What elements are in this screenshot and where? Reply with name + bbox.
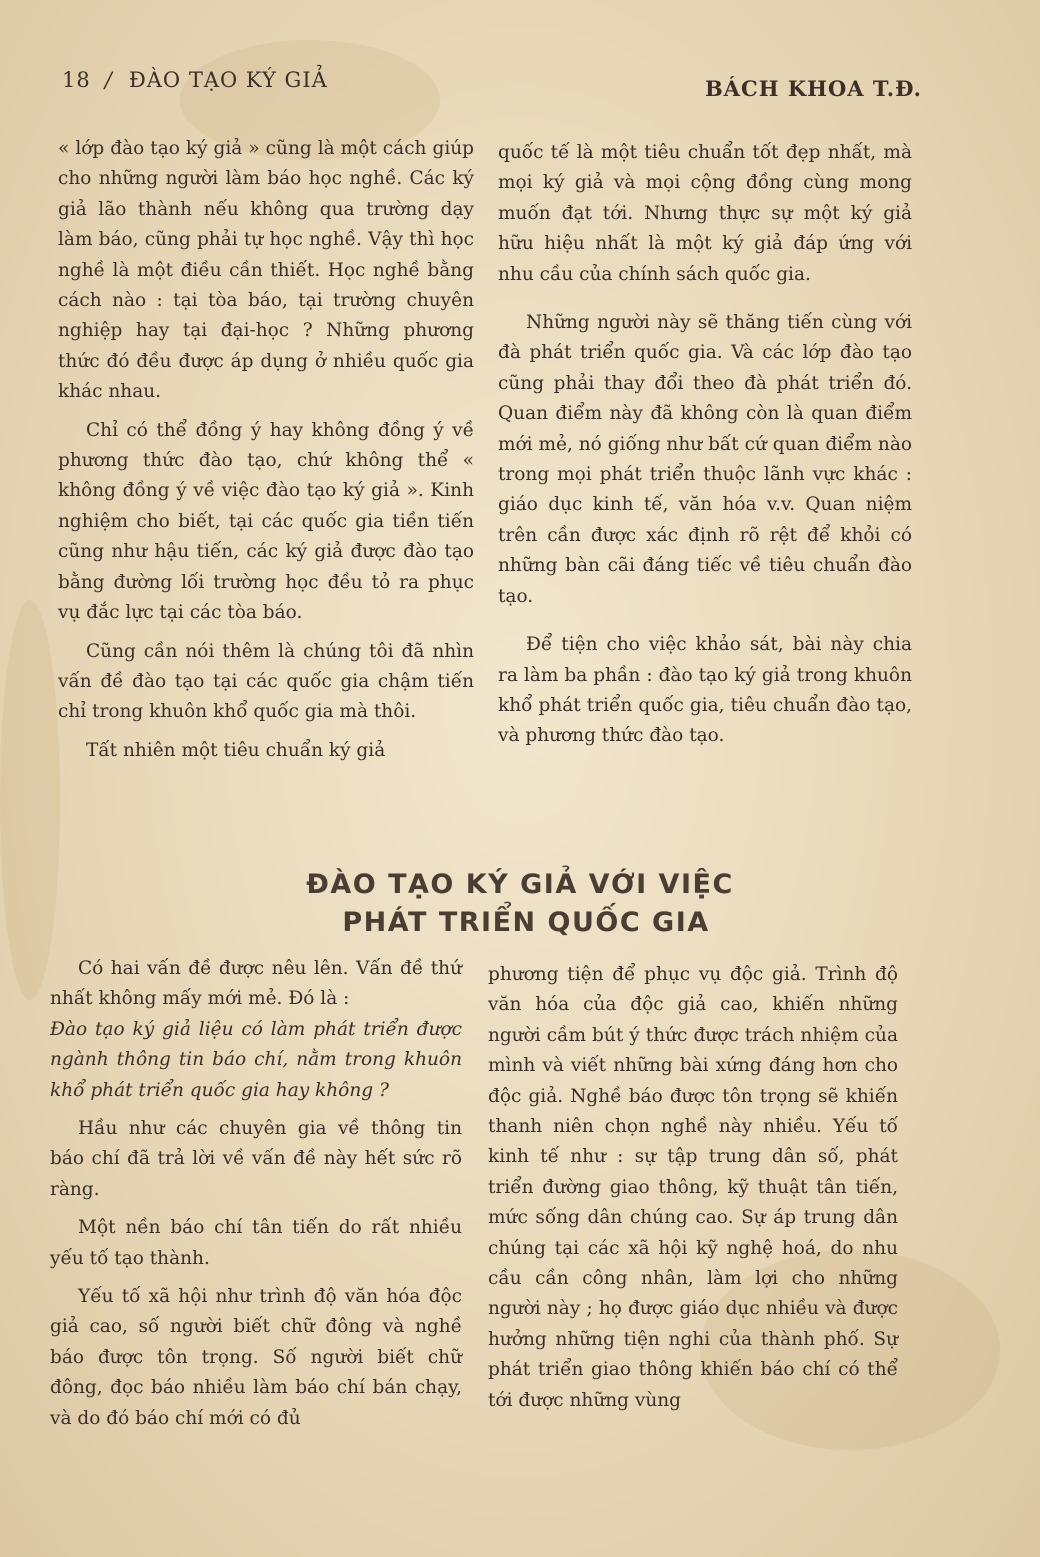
paper-stain xyxy=(0,600,60,1000)
paragraph: quốc tế là một tiêu chuẩn tốt đẹp nhất, mà mọi ký giả và mọi cộng đồng cùng mong muốn đạt tới. Nhưng thực sự một ký giả hữu hiệu nhất là một ký giả đáp ứng với nhu cầu của chính sách quốc gia. xyxy=(498,142,912,285)
paragraph: Một nền báo chí tân tiến do rất nhiều yếu tố tạo thành. xyxy=(50,1217,462,1269)
paragraph: Để tiện cho việc khảo sát, bài này chia ra làm ba phần : đào tạo ký giả trong khuôn khổ phát triển quốc gia, tiêu chuẩn đào tạo, và phương thức đào tạo. xyxy=(498,634,912,747)
paragraph: Chỉ có thể đồng ý hay không đồng ý về phương thức đào tạo, chứ không thể « không đồng ý về việc đào tạo ký giả ». Kinh nghiệm cho biết, tại các quốc gia tiền tiến cũng như hậu tiến, các ký giả được đào tạo bằng đường lối trường học đều tỏ ra phục vụ đắc lực tại các tòa báo. xyxy=(58,419,474,624)
paragraph: Yếu tố xã hội như trình độ văn hóa độc giả cao, số người biết chữ đông và nghề báo được tôn trọng. Số người biết chữ đông, đọc báo nhiều làm báo chí bán chạy, và do đó báo chí mới có đủ xyxy=(50,1286,462,1429)
paragraph: Có hai vấn đề được nêu lên. Vấn đề thứ nhất không mấy mới mẻ. Đó là : xyxy=(50,958,462,1010)
section-heading-line-1: ĐÀO TẠO KÝ GIẢ VỚI VIỆC xyxy=(306,869,734,900)
column-1 xyxy=(58,134,474,774)
page-number: 18 xyxy=(62,68,91,92)
section-heading-line-2: PHÁT TRIỂN QUỐC GIA xyxy=(342,907,710,938)
section-heading xyxy=(200,866,840,942)
column-3 xyxy=(50,954,462,1442)
paragraph: Cũng cần nói thêm là chúng tôi đã nhìn vấn đề đào tạo tại các quốc gia chậm tiến chỉ trong khuôn khổ quốc gia mà thôi. xyxy=(58,640,474,723)
column-2 xyxy=(498,138,912,760)
publication-name: BÁCH KHOA T.Đ. xyxy=(704,76,922,101)
paragraph: Những người này sẽ thăng tiến cùng với đà phát triển quốc gia. Và các lớp đào tạo cũng phải thay đổi theo đà phát triển đó. Quan điểm này đã không còn là quan điểm mới mẻ, nó giống như bất cứ quan điểm nào trong mọi phát triển thuộc lãnh vực khác : giáo dục kinh tế, văn hóa v.v. Quan niệm trên cần được xác định rõ rệt để khỏi có những bàn cãi đáng tiếc về tiêu chuẩn đào tạo. xyxy=(498,312,912,607)
paragraph: phương tiện để phục vụ độc giả. Trình độ văn hóa của độc giả cao, khiến những người cầm bút ý thức được trách nhiệm của mình và viết những bài xứng đáng hơn cho độc giả. Nghề báo được tôn trọng sẽ khiến thanh niên chọn nghề này nhiều. Yếu tố kinh tế như : sự tập trung dân số, phát triển đường giao thông, kỹ thuật tân tiến, mức sống dân chúng cao. Sự áp trung dân chúng tại các xã hội kỹ nghệ hoá, do nhu cầu cần công nhân, làm lợi cho những người này ; họ được giáo dục nhiều và được hưởng những tiện nghi của thành phố. Sự phát triển giao thông khiến báo chí có thể tới được những vùng xyxy=(488,964,898,1411)
paragraph: Hầu như các chuyên gia về thông tin báo chí đã trả lời về vấn đề này hết sức rõ ràng. xyxy=(50,1118,462,1200)
page-header xyxy=(62,62,922,102)
paragraph: Tất nhiên một tiêu chuẩn ký giả xyxy=(86,739,386,761)
header-separator: / xyxy=(104,68,113,92)
column-4 xyxy=(488,960,898,1424)
running-title: ĐÀO TẠO KÝ GIẢ xyxy=(128,68,328,92)
italic-question: Đào tạo ký giả liệu có làm phát triển được ngành thông tin báo chí, nằm trong khuôn khổ phát triển quốc gia hay không ? xyxy=(50,1018,462,1101)
paragraph: « lớp đào tạo ký giả » cũng là một cách giúp cho những người làm báo học nghề. Các ký giả lão thành nếu không qua trường dạy làm báo, cũng phải tự học nghề. Vậy thì học nghề là một điều cần thiết. Học nghề bằng cách nào : tại tòa báo, tại trường chuyên nghiệp hay tại đại-học ? Những phương thức đó đều được áp dụng ở nhiều quốc gia khác nhau. xyxy=(58,138,474,403)
header-left xyxy=(62,68,328,92)
